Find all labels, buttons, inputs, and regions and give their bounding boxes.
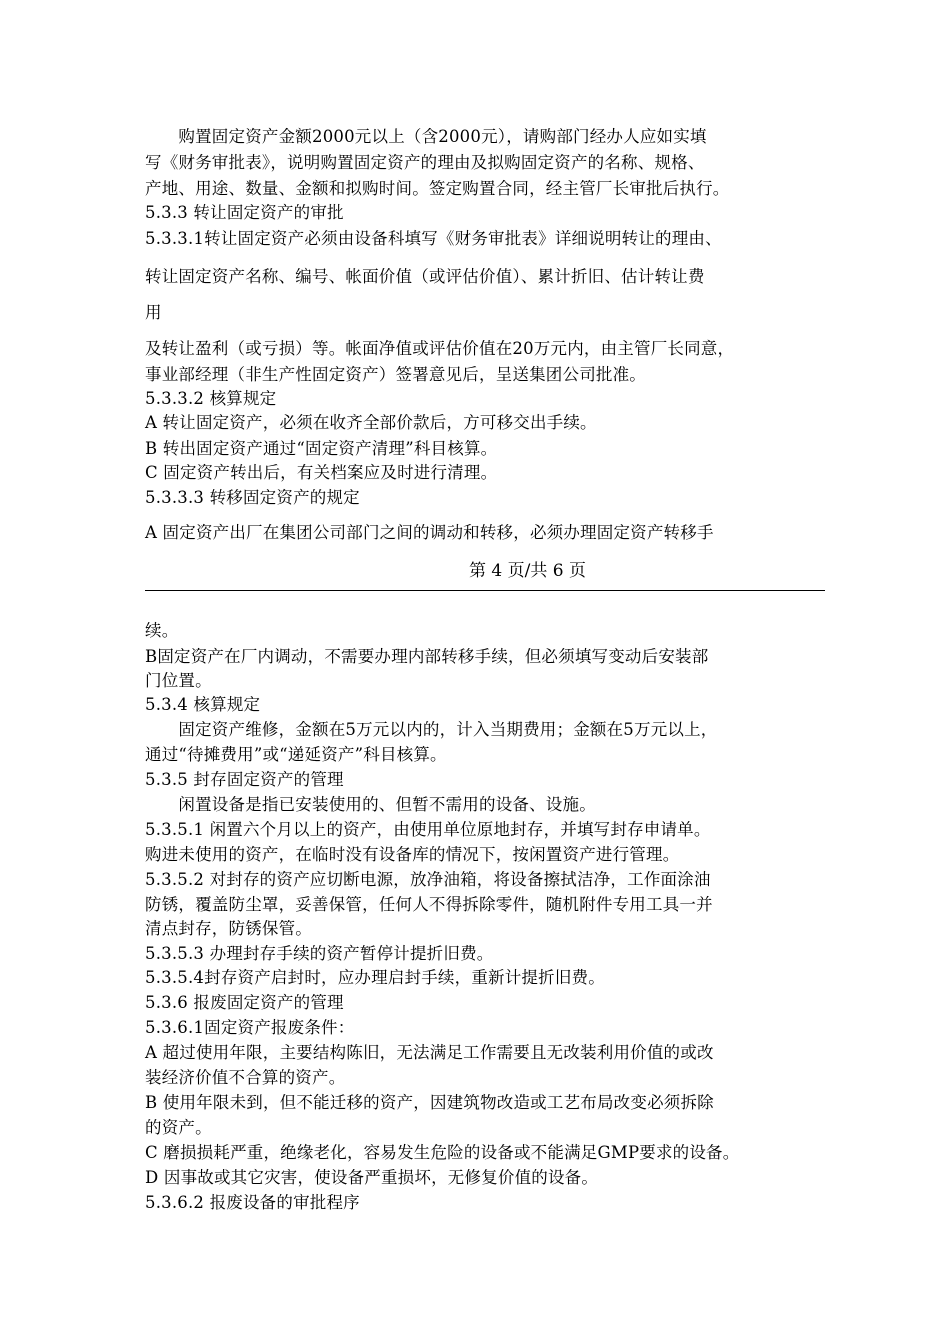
paragraph-line: 闲置设备是指已安装使用的、但暂不需用的设备、设施。: [145, 795, 596, 814]
section-heading: 5.3.5 封存固定资产的管理: [145, 770, 344, 789]
paragraph-line: A 超过使用年限，主要结构陈旧，无法满足工作需要且无改装利用价值的或改: [145, 1043, 714, 1062]
page-number: 第 4 页/共 6 页: [469, 561, 586, 581]
paragraph-line: B 转出固定资产通过“固定资产清理”科目核算。: [145, 439, 498, 458]
paragraph-line: A 转让固定资产，必须在收齐全部价款后，方可移交出手续。: [145, 413, 597, 432]
paragraph-line: 门位置。: [145, 671, 212, 690]
paragraph-line: C 固定资产转出后，有关档案应及时进行清理。: [145, 463, 498, 482]
section-heading: 5.3.6.2 报废设备的审批程序: [145, 1193, 360, 1212]
paragraph-line: 写《财务审批表》，说明购置固定资产的理由及拟购固定资产的名称、规格、: [145, 153, 705, 172]
paragraph-line: 的资产。: [145, 1118, 212, 1137]
paragraph-line: 通过“待摊费用”或“递延资产”科目核算。: [145, 745, 447, 764]
paragraph-line: 5.3.5.4封存资产启封时，应办理启封手续，重新计提折旧费。: [145, 968, 605, 987]
paragraph-line: 用: [145, 303, 162, 322]
paragraph-line: 事业部经理（非生产性固定资产）签署意见后，呈送集团公司批准。: [145, 365, 646, 384]
paragraph-line: 转让固定资产名称、编号、帐面价值（或评估价值）、累计折旧、估计转让费: [145, 267, 705, 286]
paragraph-line: 产地、用途、数量、金额和拟购时间。签定购置合同，经主管厂长审批后执行。: [145, 179, 730, 198]
paragraph-line: 购置固定资产金额2000元以上（含2000元），请购部门经办人应如实填: [145, 127, 707, 146]
paragraph-line: 5.3.5.1 闲置六个月以上的资产，由使用单位原地封存，并填写封存申请单。: [145, 820, 711, 839]
paragraph-line: 固定资产维修，金额在5万元以内的，计入当期费用；金额在5万元以上，: [145, 720, 718, 739]
section-heading: 5.3.4 核算规定: [145, 695, 261, 714]
paragraph-line: C 磨损损耗严重，绝缘老化，容易发生危险的设备或不能满足GMP要求的设备。: [145, 1143, 740, 1162]
paragraph-line: 续。: [145, 621, 179, 640]
section-heading: 5.3.3.3 转移固定资产的规定: [145, 488, 360, 507]
paragraph-line: 装经济价值不合算的资产。: [145, 1068, 346, 1087]
paragraph-line: 5.3.5.3 办理封存手续的资产暂停计提折旧费。: [145, 944, 494, 963]
paragraph-line: D 因事故或其它灾害，使设备严重损坏，无修复价值的设备。: [145, 1168, 599, 1187]
paragraph-line: 清点封存，防锈保管。: [145, 919, 312, 938]
section-heading: 5.3.6 报废固定资产的管理: [145, 993, 344, 1012]
paragraph-line: A 固定资产出厂在集团公司部门之间的调动和转移，必须办理固定资产转移手: [145, 523, 714, 542]
paragraph-line: B固定资产在厂内调动，不需要办理内部转移手续，但必须填写变动后安装部: [145, 647, 709, 666]
paragraph-line: 购进未使用的资产，在临时没有设备库的情况下，按闲置资产进行管理。: [145, 845, 680, 864]
paragraph-line: B 使用年限未到，但不能迁移的资产，因建筑物改造或工艺布局改变必须拆除: [145, 1093, 714, 1112]
paragraph-line: 5.3.5.2 对封存的资产应切断电源，放净油箱，将设备擦拭洁净，工作面涂油: [145, 870, 711, 889]
page-footer: [0, 560, 950, 582]
paragraph-line: 5.3.6.1固定资产报废条件：: [145, 1018, 355, 1037]
section-heading: 5.3.3.2 核算规定: [145, 389, 277, 408]
paragraph-line: 防锈，覆盖防尘罩，妥善保管，任何人不得拆除零件，随机附件专用工具一并: [145, 895, 713, 914]
paragraph-line: 5.3.3.1转让固定资产必须由设备科填写《财务审批表》详细说明转让的理由、: [145, 229, 722, 248]
section-heading: 5.3.3 转让固定资产的审批: [145, 203, 344, 222]
page-divider: [145, 590, 825, 591]
paragraph-line: 及转让盈利（或亏损）等。帐面净值或评估价值在20万元内，由主管厂长同意，: [145, 339, 735, 358]
